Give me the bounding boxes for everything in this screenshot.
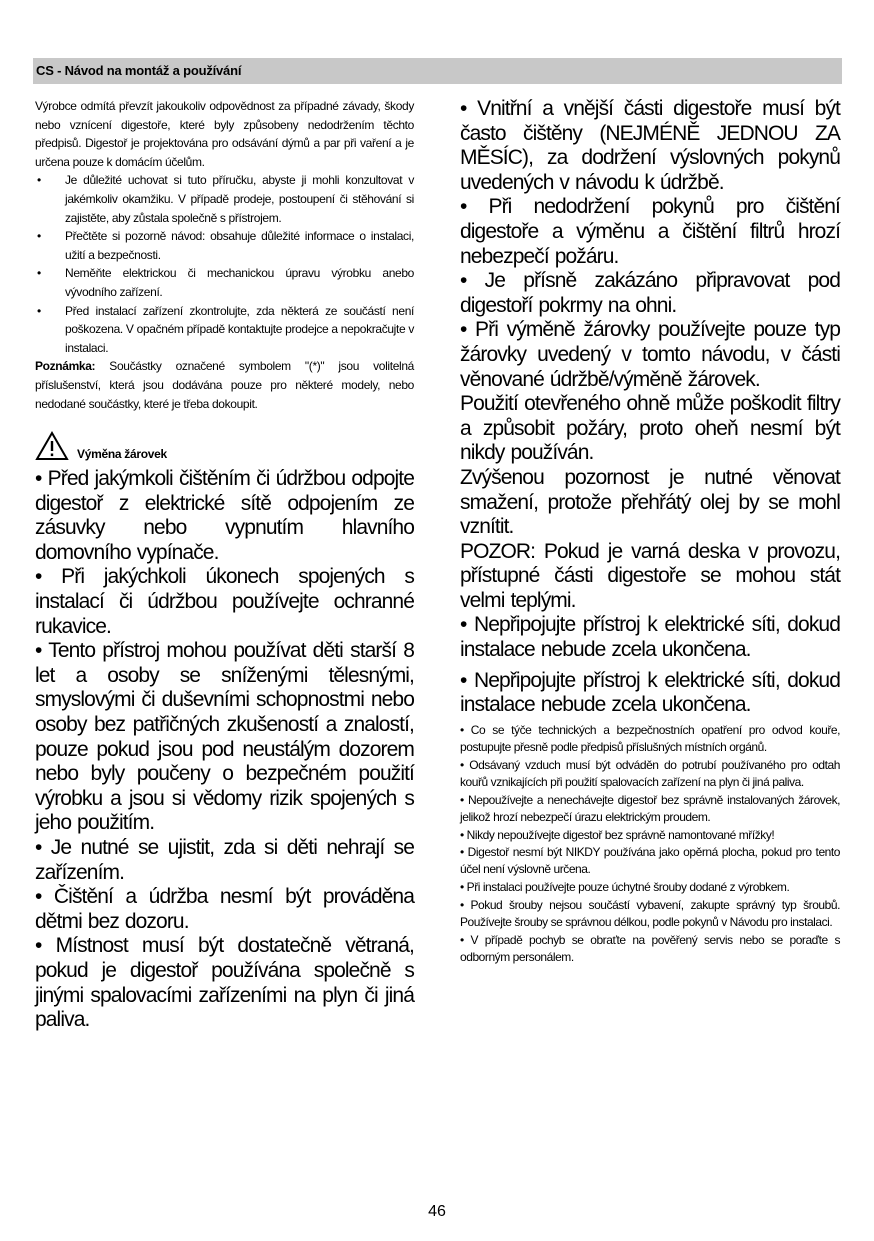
- left-column: [35, 97, 414, 1033]
- paragraph: • Digestoř nesmí být NIKDY používána jako opěrná plocha, pokud pro tento účel není výslovně určena.: [460, 845, 840, 877]
- list-item: • Přečtěte si pozorně návod: obsahuje důležité informace o instalaci, užití a bezpečnosti.: [35, 227, 414, 264]
- warning-heading: [35, 431, 414, 461]
- paragraph: • Vnitřní a vnější části digestoře musí být často čištěny (NEJMÉNĚ JEDNOU ZA MĚSÍC), za dodržení výslovných pokynů uvedených v návodu k údržbě.: [460, 97, 840, 194]
- paragraph: • Při výměně žárovky používejte pouze typ žárovky uvedený v tomto návodu, v části věnované údržbě/výměně žárovek.: [460, 318, 840, 391]
- paragraph: • Před jakýmkoli čištěním či údržbou odpojte digestoř z elektrické sítě odpojením ze zásuvky nebo vypnutím hlavního domovního vypínače.: [35, 467, 414, 564]
- right-column: [460, 97, 840, 967]
- note-text: Součástky označené symbolem "(*)" jsou volitelná příslušenství, která jsou dodávána pouze pro některé modely, nebo nedodané součástky, které je třeba dokoupit.: [35, 359, 414, 411]
- note-label: Poznámka:: [35, 359, 96, 374]
- paragraph: • Je nutné se ujistit, zda si děti nehrají se zařízením.: [35, 836, 414, 884]
- paragraph: • Při instalaci používejte pouze úchytné šrouby dodané z výrobkem.: [460, 880, 790, 895]
- section-header: CS - Návod na montáž a používání: [33, 58, 842, 84]
- page-number: 46: [428, 1203, 446, 1220]
- paragraph: • Místnost musí být dostatečně větraná, pokud je digestoř používána společně s jinými spalovacími zařízeními na plyn či jiná paliva.: [35, 934, 414, 1032]
- paragraph: • Tento přístroj mohou používat děti starší 8 let a osoby se sníženými tělesnými, smyslovými či duševními schopnostmi nebo osoby bez patřičných zkušeností a znalostí, pouze pokud jsou pod neustálým dozorem nebo byly poučeny o bezpečném použití výrobku a jsou si vědomy rizik spojených s jeho použitím.: [35, 639, 414, 835]
- intro-bullet-list: [35, 171, 414, 357]
- list-item: • Neměňte elektrickou či mechanickou úpravu výrobku anebo vývodního zařízení.: [35, 264, 414, 301]
- right-large-text: [460, 97, 840, 718]
- paragraph: POZOR: Pokud je varná deska v provozu, přístupné části digestoře se mohou stát velmi teplými.: [460, 539, 840, 612]
- paragraph: Zvýšenou pozornost je nutné věnovat smažení, protože přehřátý olej by se mohl vznítit.: [460, 465, 840, 539]
- paragraph: • Při jakýchkoli úkonech spojených s instalací či údržbou používejte ochranné rukavice.: [35, 565, 414, 638]
- paragraph: • Nepřipojujte přístroj k elektrické síti, dokud instalace nebude zcela ukončena.: [460, 668, 840, 717]
- list-item: • Je důležité uchovat si tuto příručku, abyste ji mohli konzultovat v jakémkoliv okamžiku. V případě prodeje, postoupení či stěhování si zajistěte, aby zůstala společně s přístrojem.: [35, 171, 414, 227]
- right-small-text: [460, 722, 840, 966]
- paragraph: • Nepřipojujte přístroj k elektrické síti, dokud instalace nebude zcela ukončena.: [460, 613, 840, 662]
- paragraph: • Nikdy nepoužívejte digestoř bez správně namontované mřížky!: [460, 827, 775, 842]
- paragraph: • V případě pochyb se obraťte na pověřený servis nebo se poraďte s odborným personálem.: [460, 932, 840, 964]
- warning-title: Výměna žárovek: [77, 447, 167, 462]
- paragraph: Použití otevřeného ohně může poškodit filtry a způsobit požáry, proto oheň nesmí být nikdy používán.: [460, 392, 840, 465]
- paragraph: • Čištění a údržba nesmí být prováděna dětmi bez dozoru.: [35, 885, 414, 933]
- paragraph: • Při nedodržení pokynů pro čištění digestoře a výměnu a čištění filtrů hrozí nebezpečí požáru.: [460, 195, 840, 268]
- paragraph: • Co se týče technických a bezpečnostních opatření pro odvod kouře, postupujte přesně podle předpisů příslušných místních orgánů.: [460, 722, 840, 755]
- warning-triangle-icon: [35, 431, 69, 461]
- left-large-text: [35, 467, 414, 1033]
- paragraph: • Je přísně zakázáno připravovat pod digestoří pokrmy na ohni.: [460, 269, 840, 317]
- list-item: • Před instalací zařízení zkontrolujte, zda některá ze součástí není poškozena. V opačném případě kontaktujte prodejce a nepokračujte v instalaci.: [35, 302, 414, 358]
- paragraph: • Nepoužívejte a nenechávejte digestoř bez správně instalovaných žárovek, jelikož hrozí nebezpečí úrazu elektrickým proudem.: [460, 792, 840, 824]
- paragraph: • Odsávaný vzduch musí být odváděn do potrubí používaného pro odtah kouřů vznikajících při použití spalovacích zařízení na plyn či jiná paliva.: [460, 757, 840, 789]
- note-paragraph: [35, 357, 414, 413]
- intro-paragraph: Výrobce odmítá převzít jakoukoliv odpovědnost za případné závady, škody nebo vznícení digestoře, které byly způsobeny nedodržením těchto předpisů. Digestoř je projektována pro odsávání dýmů a par při vaření a je určena pouze k domácím účelům.: [35, 99, 414, 169]
- intro-block: [35, 97, 414, 413]
- paragraph: • Pokud šrouby nejsou součástí vybavení, zakupte správný typ šroubů. Používejte šrouby se správnou délkou, podle pokynů v Návodu pro instalaci.: [460, 897, 840, 930]
